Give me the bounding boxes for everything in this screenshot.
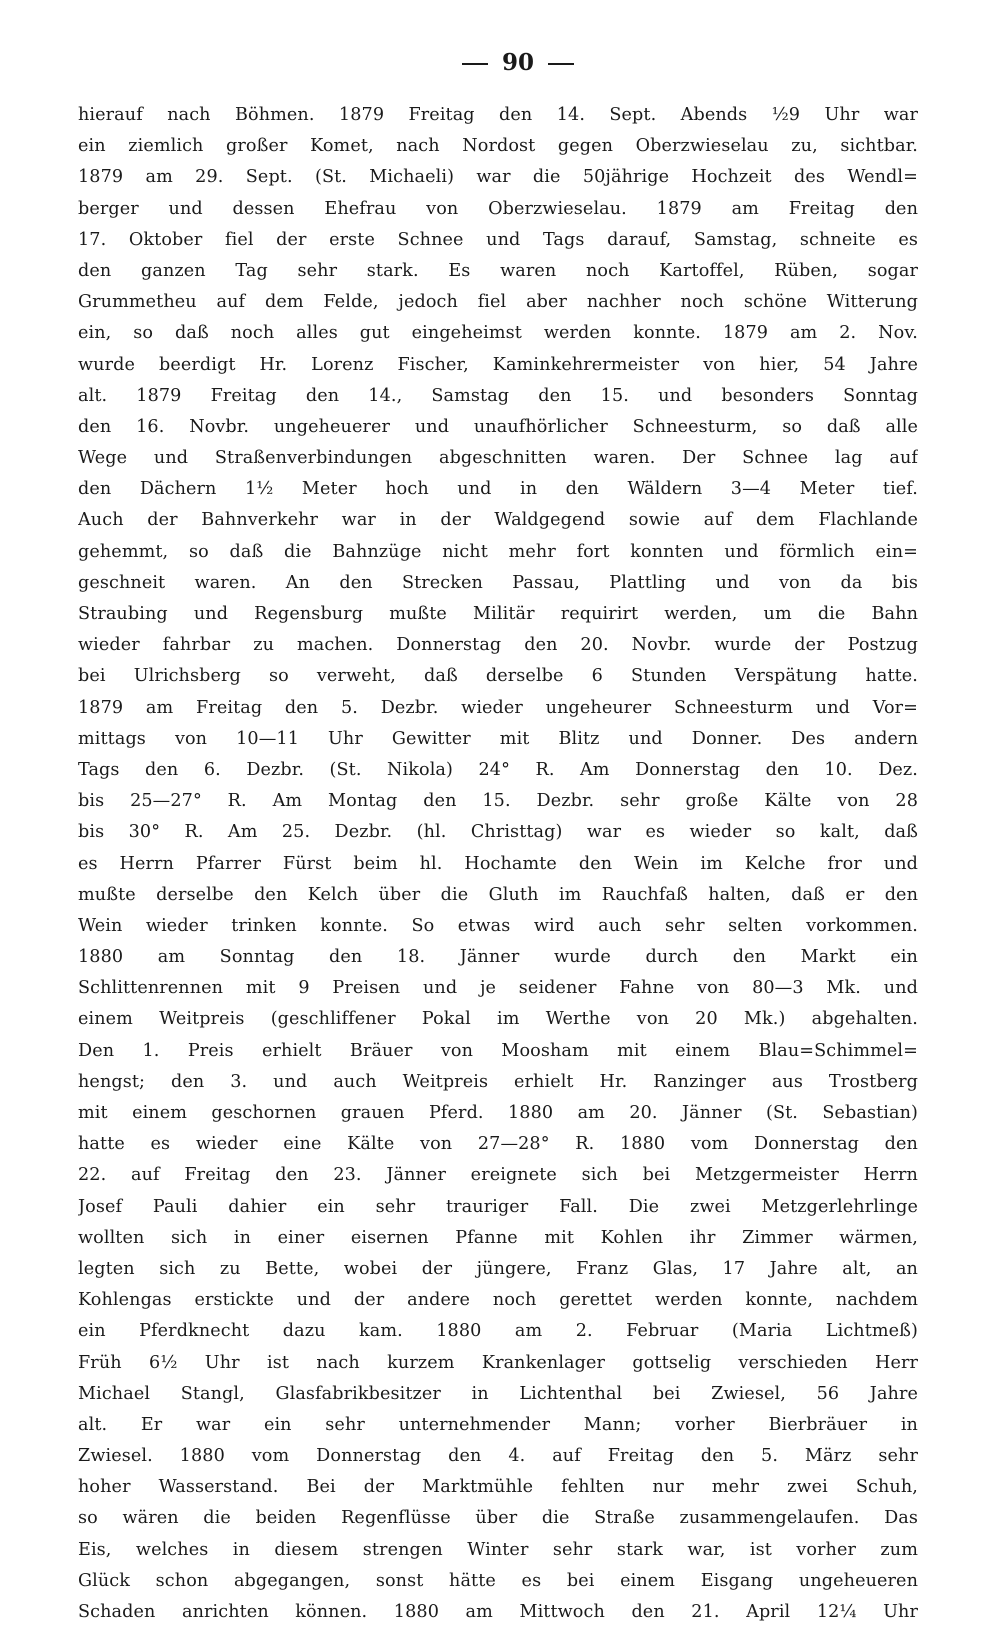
- text-line: alt. Er war ein sehr unternehmender Mann; vorher Bierbräuer in: [78, 1414, 918, 1435]
- text-line: 1879 am Freitag den 5. Dezbr. wieder ungeheurer Schneesturm und Vor=: [78, 697, 918, 718]
- text-line: Josef Pauli dahier ein sehr trauriger Fall. Die zwei Metzgerlehrlinge: [78, 1196, 918, 1217]
- text-line: Wein wieder trinken konnte. So etwas wird auch sehr selten vorkommen.: [78, 915, 918, 936]
- text-line: Eis, welches in diesem strengen Winter sehr stark war, ist vorher zum: [78, 1539, 918, 1560]
- text-line: bei Ulrichsberg so verweht, daß derselbe 6 Stunden Verspätung hatte.: [78, 666, 918, 687]
- text-line: alt. 1879 Freitag den 14., Samstag den 15. und besonders Sonntag: [78, 385, 918, 406]
- text-line: bis 30° R. Am 25. Dezbr. (hl. Christtag) war es wieder so kalt, daß: [78, 822, 918, 843]
- text-line: wieder fahrbar zu machen. Donnerstag den 20. Novbr. wurde der Postzug: [78, 635, 918, 656]
- text-line: so wären die beiden Regenflüsse über die Straße zusammengelaufen. Das: [78, 1508, 918, 1529]
- text-line: einem Weitpreis (geschliffener Pokal im Werthe von 20 Mk.) abgehalten.: [78, 1009, 918, 1030]
- text-line: Glück schon abgegangen, sonst hätte es bei einem Eisgang ungeheueren: [78, 1570, 918, 1591]
- text-line: Früh 6½ Uhr ist nach kurzem Krankenlager gottselig verschieden Herr: [78, 1352, 918, 1373]
- header-dash-right: [548, 63, 574, 65]
- text-line: 1879 am 29. Sept. (St. Michaeli) war die 50jährige Hochzeit des Wendl=: [78, 167, 918, 188]
- text-line: mußte derselbe den Kelch über die Gluth im Rauchfaß halten, daß er den: [78, 884, 918, 905]
- text-line: Straubing und Regensburg mußte Militär requirirt werden, um die Bahn: [78, 604, 918, 624]
- text-line: Wege und Straßenverbindungen abgeschnitten waren. Der Schnee lag auf: [78, 448, 918, 469]
- text-line: Den 1. Preis erhielt Bräuer von Moosham mit einem Blau=Schimmel=: [78, 1040, 918, 1061]
- text-line: Kohlengas erstickte und der andere noch gerettet werden konnte, nachdem: [78, 1290, 918, 1311]
- text-line: gehemmt, so daß die Bahnzüge nicht mehr fort konnten und förmlich ein=: [78, 541, 918, 562]
- text-line: Grummetheu auf dem Felde, jedoch fiel aber nachher noch schöne Witterung: [78, 292, 918, 313]
- text-line: hatte es wieder eine Kälte von 27—28° R. 1880 vom Donnerstag den: [78, 1134, 918, 1155]
- text-line: hengst; den 3. und auch Weitpreis erhielt Hr. Ranzinger aus Trostberg: [78, 1071, 918, 1092]
- text-line: geschneit waren. An den Strecken Passau, Plattling und von da bis: [78, 572, 918, 593]
- text-line: hierauf nach Böhmen. 1879 Freitag den 14. Sept. Abends ½9 Uhr war: [78, 105, 918, 125]
- header-dash-left: [462, 63, 488, 65]
- text-line: Schlittenrennen mit 9 Preisen und je seidener Fahne von 80—3 Mk. und: [78, 978, 918, 999]
- text-line: wollten sich in einer eisernen Pfanne mit Kohlen ihr Zimmer wärmen,: [78, 1227, 918, 1248]
- text-line: ein ziemlich großer Komet, nach Nordost gegen Oberzwieselau zu, sichtbar.: [78, 136, 918, 157]
- text-line: Michael Stangl, Glasfabrikbesitzer in Lichtenthal bei Zwiesel, 56 Jahre: [78, 1383, 918, 1404]
- text-line: legten sich zu Bette, wobei der jüngere, Franz Glas, 17 Jahre alt, an: [78, 1258, 918, 1279]
- text-line: den 16. Novbr. ungeheuerer und unaufhörlicher Schneesturm, so daß alle: [78, 416, 918, 437]
- text-line: Zwiesel. 1880 vom Donnerstag den 4. auf Freitag den 5. März sehr: [78, 1446, 918, 1467]
- page-header: [118, 40, 918, 86]
- text-line: den ganzen Tag sehr stark. Es waren noch Kartoffel, Rüben, sogar: [78, 260, 918, 281]
- text-line: 17. Oktober fiel der erste Schnee und Tags darauf, Samstag, schneite es: [78, 229, 918, 250]
- page-number: 90: [501, 49, 534, 76]
- text-line: wurde beerdigt Hr. Lorenz Fischer, Kaminkehrermeister von hier, 54 Jahre: [78, 354, 918, 375]
- document-page: [78, 40, 918, 1628]
- text-line: es Herrn Pfarrer Fürst beim hl. Hochamte den Wein im Kelche fror und: [78, 853, 918, 874]
- text-line: den Dächern 1½ Meter hoch und in den Wäldern 3—4 Meter tief.: [78, 479, 918, 500]
- text-line: 22. auf Freitag den 23. Jänner ereignete sich bei Metzgermeister Herrn: [78, 1165, 918, 1186]
- text-line: Schaden anrichten können. 1880 am Mittwoch den 21. April 12¼ Uhr: [78, 1602, 918, 1622]
- text-line: ein, so daß noch alles gut eingeheimst werden konnte. 1879 am 2. Nov.: [78, 323, 918, 344]
- text-line: mittags von 10—11 Uhr Gewitter mit Blitz und Donner. Des andern: [78, 728, 918, 749]
- text-line: 1880 am Sonntag den 18. Jänner wurde durch den Markt ein: [78, 947, 918, 968]
- text-line: berger und dessen Ehefrau von Oberzwieselau. 1879 am Freitag den: [78, 198, 918, 219]
- text-line: Tags den 6. Dezbr. (St. Nikola) 24° R. Am Donnerstag den 10. Dez.: [78, 759, 918, 780]
- text-line: hoher Wasserstand. Bei der Marktmühle fehlten nur mehr zwei Schuh,: [78, 1477, 918, 1498]
- text-line: ein Pferdknecht dazu kam. 1880 am 2. Februar (Maria Lichtmeß): [78, 1321, 918, 1342]
- body-text: [78, 100, 918, 1628]
- text-line: mit einem geschornen grauen Pferd. 1880 am 20. Jänner (St. Sebastian): [78, 1103, 918, 1123]
- text-line: bis 25—27° R. Am Montag den 15. Dezbr. sehr große Kälte von 28: [78, 791, 918, 812]
- text-line: Auch der Bahnverkehr war in der Waldgegend sowie auf dem Flachlande: [78, 510, 918, 531]
